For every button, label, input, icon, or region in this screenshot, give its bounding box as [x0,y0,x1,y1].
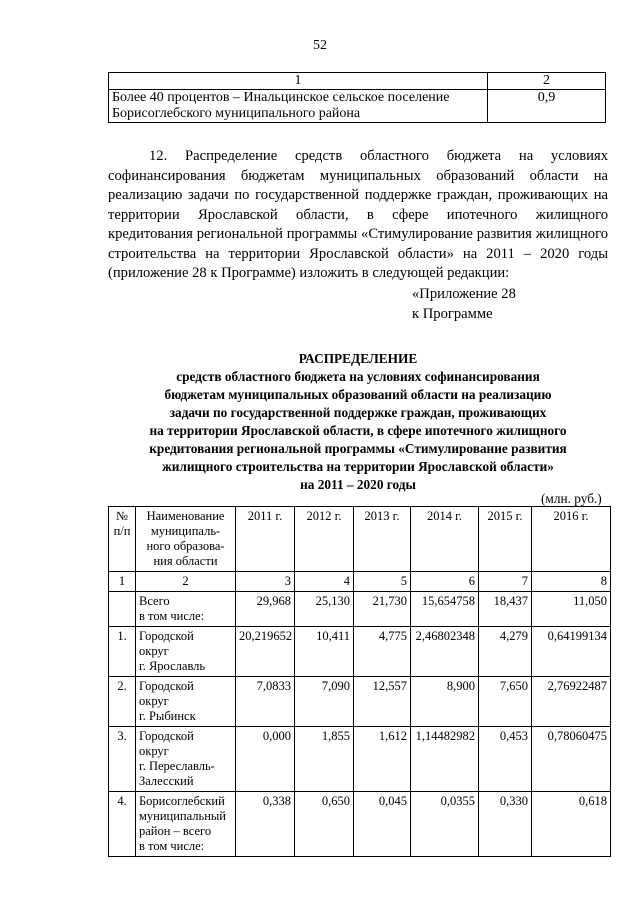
col-number: 6 [411,572,479,592]
row-number: 2. [109,677,136,727]
row-value: 2,76922487 [532,677,611,727]
header-2011: 2011 г. [236,507,295,572]
row-value: 15,654758 [411,592,479,627]
appendix-line1: «Приложение 28 [412,286,516,302]
top-table-row-name-line1: Более 40 процентов – Инальцинское сельское поселение [112,90,450,105]
top-table-header-row [109,73,606,90]
row-number: 4. [109,792,136,857]
col-number: 3 [236,572,295,592]
row-value: 11,050 [532,592,611,627]
row-value: 1,612 [354,727,411,792]
col-number: 1 [109,572,136,592]
col-number: 5 [354,572,411,592]
row-value: 1,14482982 [411,727,479,792]
top-table-header-col1: 1 [109,73,488,90]
paragraph-12: 12. Распределение средств областного бюджета на условиях софинансирования бюджетам муниципальных образований области на реализацию задачи по государственной поддержке граждан, проживающих на территории Ярославской области, в сфере ипотечного жилищного кредитования региональной программы «Стимулирование развития жилищного строительства на территории Ярославской области» на 2011 – 2020 годы (приложение 28 к Программе) изложить в следующей редакции: [108,148,608,281]
row-value: 0,618 [532,792,611,857]
row-value: 0,338 [236,792,295,857]
row-value: 0,453 [479,727,532,792]
row-value: 7,650 [479,677,532,727]
header-2015: 2015 г. [479,507,532,572]
row-value: 0,64199134 [532,627,611,677]
row-name: Городской округ г. Рыбинск [136,677,236,727]
distribution-table [108,506,611,857]
row-value: 0,0355 [411,792,479,857]
header-name: Наименование муниципаль-ного образова-ния области [136,507,236,572]
row-value: 25,130 [295,592,354,627]
row-name: Борисоглебский муниципальный район – всего в том числе: [136,792,236,857]
row-value: 7,090 [295,677,354,727]
row-name: Всего в том числе: [136,592,236,627]
row-name: Городской округ г. Ярославль [136,627,236,677]
row-value: 0,330 [479,792,532,857]
heading-line5: на территории Ярославской области, в сфере ипотечного жилищного [149,423,567,438]
top-table-row-value: 0,9 [488,90,606,123]
col-number: 4 [295,572,354,592]
row-value: 0,000 [236,727,295,792]
row-value: 10,411 [295,627,354,677]
table-header-row [109,507,611,572]
row-number [109,592,136,627]
top-table [108,72,606,123]
table-row [109,677,611,727]
top-table-row [109,90,606,123]
row-value: 7,0833 [236,677,295,727]
row-value: 12,557 [354,677,411,727]
heading-line8: на 2011 – 2020 годы [300,477,416,492]
row-value: 0,78060475 [532,727,611,792]
top-table-row-name-line2: Борисоглебского муниципального района [112,106,361,121]
page-number: 52 [313,38,327,53]
row-value: 0,045 [354,792,411,857]
col-number: 7 [479,572,532,592]
row-value: 18,437 [479,592,532,627]
row-value: 1,855 [295,727,354,792]
header-2016: 2016 г. [532,507,611,572]
heading-line3: бюджетам муниципальных образований области на реализацию [164,387,552,402]
heading-line1: РАСПРЕДЕЛЕНИЕ [298,351,418,366]
row-value: 4,775 [354,627,411,677]
table-row [109,627,611,677]
header-2013: 2013 г. [354,507,411,572]
row-value: 21,730 [354,592,411,627]
table-row [109,792,611,857]
top-table-header-col2: 2 [488,73,606,90]
heading-line7: жилищного строительства на территории Ярославской области» [162,459,554,474]
top-table-row-name [109,90,488,123]
appendix-reference [412,285,516,324]
row-value: 20,219652 [236,627,295,677]
row-value: 4,279 [479,627,532,677]
row-name: Городской округ г. Переславль- Залесский [136,727,236,792]
col-number: 8 [532,572,611,592]
row-value: 8,900 [411,677,479,727]
table-row [109,592,611,627]
row-value: 0,650 [295,792,354,857]
row-value: 2,46802348 [411,627,479,677]
row-number: 1. [109,627,136,677]
table-row [109,727,611,792]
row-value: 29,968 [236,592,295,627]
header-no: № п/п [109,507,136,572]
appendix-line2: к Программе [412,305,493,322]
unit-label: (млн. руб.) [541,491,602,506]
distribution-heading [108,350,608,494]
heading-line6: кредитования региональной программы «Стимулирование развития [149,441,567,456]
header-2012: 2012 г. [295,507,354,572]
header-2014: 2014 г. [411,507,479,572]
heading-line4: задачи по государственной поддержке граждан, проживающих [169,405,547,420]
row-number: 3. [109,727,136,792]
heading-line2: средств областного бюджета на условиях софинансирования [176,369,540,384]
col-number: 2 [136,572,236,592]
column-number-row [109,572,611,592]
